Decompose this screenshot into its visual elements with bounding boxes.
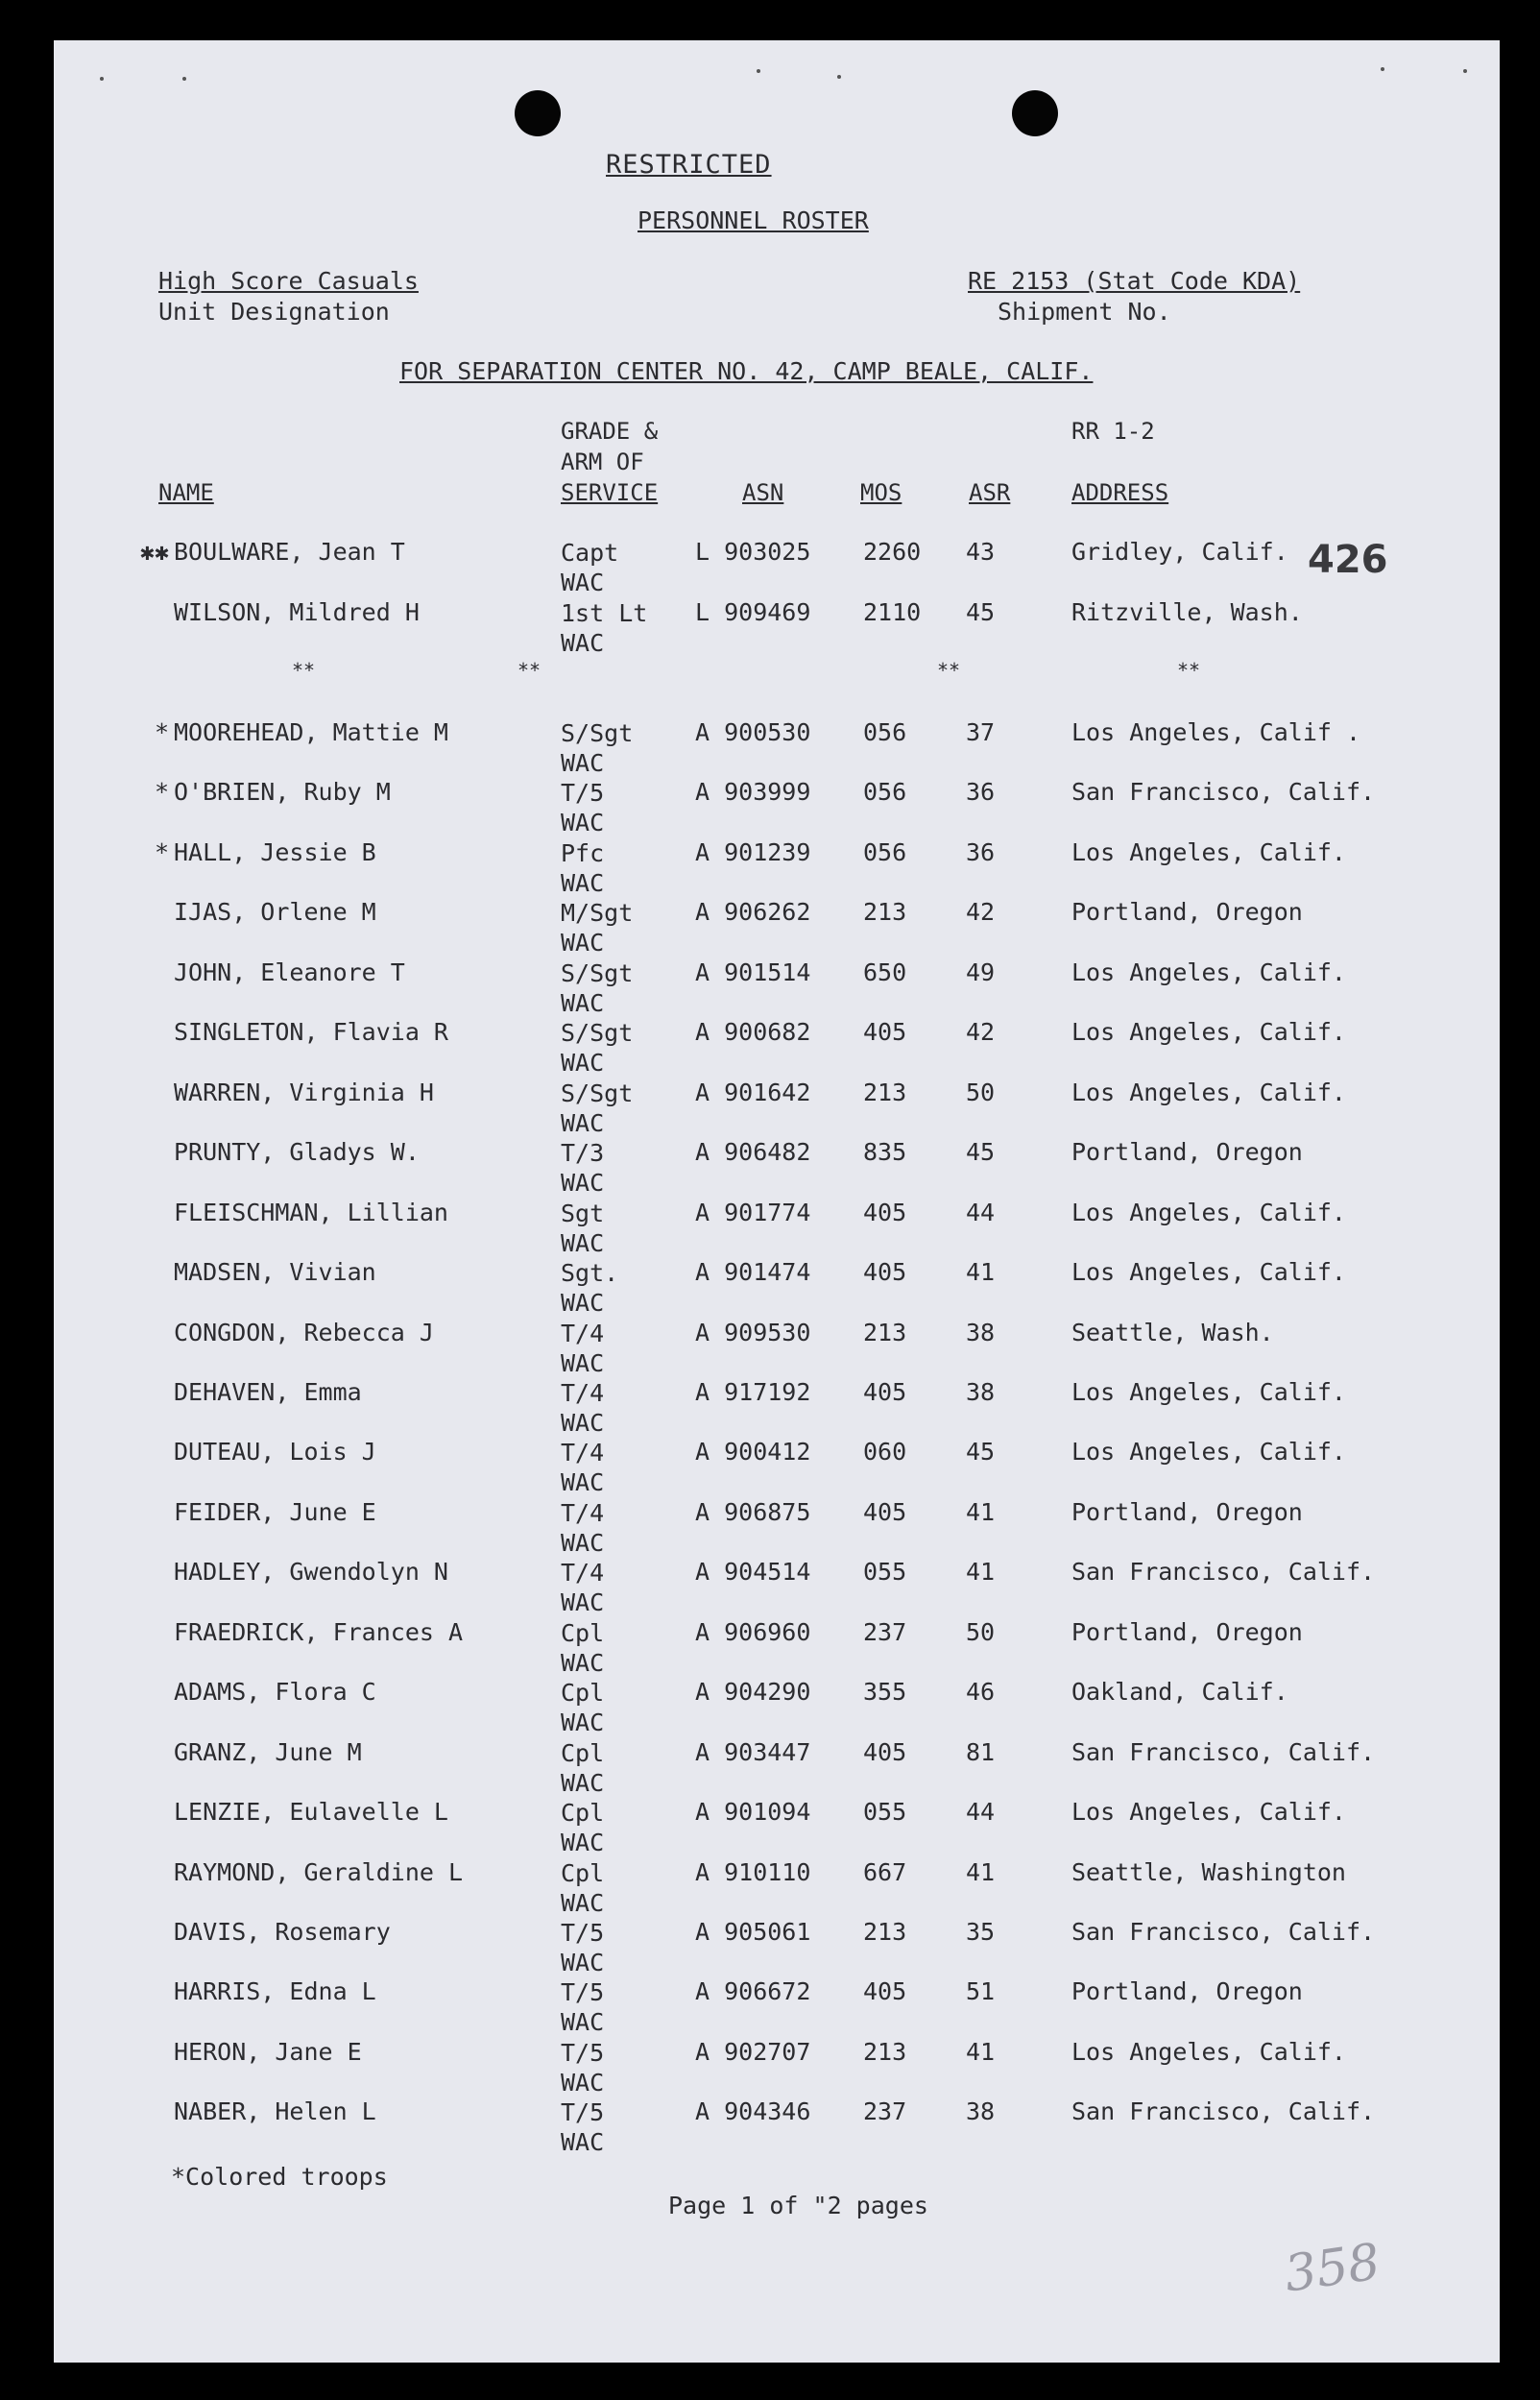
row-asn: A 901094	[695, 1798, 811, 1827]
row-grade-rank: S/Sgt	[561, 1019, 634, 1048]
row-address: Oakland, Calif.	[1071, 1678, 1288, 1707]
separator-mark: **	[517, 659, 541, 682]
row-asn: A 917192	[695, 1377, 811, 1406]
row-name: ADAMS, Flora C	[174, 1678, 376, 1707]
row-mos: 405	[863, 1377, 907, 1406]
table-row	[54, 1319, 1500, 1378]
row-grade-arm: WAC	[561, 809, 605, 837]
row-name: GRANZ, June M	[174, 1737, 362, 1766]
header-spacer	[1071, 447, 1168, 477]
row-asn: A 906262	[695, 898, 811, 927]
column-header-address-line1: RR 1-2	[1071, 418, 1155, 445]
row-asr: 38	[966, 2097, 996, 2126]
document-title: RESTRICTED	[606, 150, 772, 180]
row-name: SINGLETON, Flavia R	[174, 1018, 448, 1047]
paper-speck	[100, 77, 104, 81]
row-grade-arm: WAC	[561, 1648, 605, 1677]
row-grade-arm: WAC	[561, 1408, 605, 1437]
row-grade-arm: WAC	[561, 749, 605, 777]
row-grade-arm: WAC	[561, 868, 605, 897]
punch-hole-left	[515, 90, 561, 136]
row-name: LENZIE, Eulavelle L	[174, 1798, 448, 1827]
row-address: Los Angeles, Calif.	[1071, 1798, 1346, 1827]
row-mos: 060	[863, 1438, 907, 1467]
row-mos: 405	[863, 1018, 907, 1047]
row-asr: 38	[966, 1377, 996, 1406]
row-mos: 213	[863, 898, 907, 927]
table-row	[54, 1918, 1500, 1977]
page-number: Page 1 of "2 pages	[668, 2192, 928, 2219]
row-mos: 237	[863, 2097, 907, 2126]
table-row	[54, 1378, 1500, 1438]
row-grade	[561, 718, 633, 778]
table-row	[54, 1678, 1500, 1737]
row-mos: 405	[863, 1198, 907, 1226]
table-row	[54, 1858, 1500, 1918]
row-mos: 405	[863, 1258, 907, 1287]
row-asr: 42	[966, 898, 996, 927]
row-asr: 44	[966, 1798, 996, 1827]
row-grade-arm: WAC	[561, 1348, 605, 1377]
row-grade	[561, 1918, 604, 1977]
table-row	[54, 1558, 1500, 1617]
row-grade	[561, 2038, 604, 2097]
row-grade	[561, 1079, 633, 1138]
row-asn: A 904346	[695, 2097, 811, 2126]
column-header-grade-line1: GRADE &	[561, 418, 659, 445]
row-grade	[561, 2097, 604, 2157]
row-mos: 835	[863, 1138, 907, 1167]
row-asr: 36	[966, 837, 996, 866]
row-name: PRUNTY, Gladys W.	[174, 1138, 420, 1167]
column-header-grade-line2: ARM OF	[561, 448, 644, 475]
row-grade-arm: WAC	[561, 1289, 605, 1318]
row-grade-rank: Capt	[561, 539, 619, 567]
row-address: Los Angeles, Calif.	[1071, 1198, 1346, 1226]
row-asr: 50	[966, 1078, 996, 1106]
row-mark: *	[154, 837, 169, 866]
row-grade-arm: WAC	[561, 1049, 605, 1078]
row-mos: 055	[863, 1558, 907, 1587]
row-asr: 41	[966, 1558, 996, 1587]
table-row	[54, 1498, 1500, 1558]
row-mos: 213	[863, 1078, 907, 1106]
row-grade	[561, 1618, 604, 1678]
row-grade	[561, 1258, 618, 1318]
row-asn: A 906960	[695, 1617, 811, 1646]
table-row	[54, 1018, 1500, 1078]
row-asr: 36	[966, 778, 996, 807]
row-name: MADSEN, Vivian	[174, 1258, 376, 1287]
row-address: Los Angeles, Calif .	[1071, 718, 1361, 746]
row-grade-arm: WAC	[561, 1108, 605, 1137]
row-grade-arm: WAC	[561, 1468, 605, 1497]
table-row	[54, 718, 1500, 778]
unit-designation-label: Unit Designation	[158, 298, 390, 326]
row-asr: 41	[966, 1497, 996, 1526]
row-grade	[561, 1018, 633, 1078]
row-grade	[561, 778, 604, 837]
column-header-grade-line3: SERVICE	[561, 479, 659, 506]
row-grade-arm: WAC	[561, 1169, 605, 1198]
row-grade-rank: T/5	[561, 1919, 605, 1947]
table-row	[54, 1977, 1500, 2037]
separator-mark: **	[937, 659, 961, 682]
table-row	[54, 1138, 1500, 1198]
row-grade-rank: T/5	[561, 2098, 605, 2127]
row-mos: 667	[863, 1857, 907, 1886]
row-name: RAYMOND, Geraldine L	[174, 1857, 464, 1886]
table-row	[54, 1738, 1500, 1798]
row-name: DEHAVEN, Emma	[174, 1377, 362, 1406]
row-mark: *	[154, 778, 169, 807]
row-grade-rank: T/4	[561, 1559, 605, 1588]
column-header-asr: ASR	[969, 479, 1011, 506]
table-row	[54, 1199, 1500, 1258]
row-grade	[561, 1498, 604, 1558]
row-name: O'BRIEN, Ruby M	[174, 778, 391, 807]
row-asn: A 906672	[695, 1977, 811, 2006]
row-name: NABER, Helen L	[174, 2097, 376, 2126]
paper-speck	[1463, 69, 1467, 73]
row-mos: 213	[863, 2037, 907, 2066]
row-mos: 405	[863, 1737, 907, 1766]
row-address: Portland, Oregon	[1071, 1617, 1303, 1646]
shipment-number: RE 2153 (Stat Code KDA)	[968, 267, 1301, 295]
table-row	[54, 538, 1500, 597]
row-grade-rank: 1st Lt	[561, 598, 648, 627]
table-row	[54, 898, 1500, 958]
row-name: BOULWARE, Jean T	[174, 538, 405, 566]
row-address: Ritzville, Wash.	[1071, 597, 1303, 626]
row-asn: A 900412	[695, 1438, 811, 1467]
row-address: Seattle, Washington	[1071, 1857, 1346, 1886]
handwritten-page-number: 358	[1281, 2233, 1384, 2304]
shipment-number-label: Shipment No.	[998, 298, 1171, 326]
paper-speck	[757, 69, 760, 73]
row-grade-arm: WAC	[561, 2068, 605, 2097]
row-address: Los Angeles, Calif.	[1071, 958, 1346, 986]
row-grade-arm: WAC	[561, 628, 605, 657]
row-asn: A 906482	[695, 1138, 811, 1167]
row-mos: 056	[863, 778, 907, 807]
row-grade-rank: T/4	[561, 1439, 605, 1467]
row-mos: 237	[863, 1617, 907, 1646]
row-asr: 41	[966, 2037, 996, 2066]
row-name: HERON, Jane E	[174, 2037, 362, 2066]
row-grade-rank: S/Sgt	[561, 958, 634, 987]
separator-mark: **	[292, 659, 316, 682]
row-name: WILSON, Mildred H	[174, 597, 420, 626]
row-mos: 355	[863, 1678, 907, 1707]
column-header-mos: MOS	[860, 479, 902, 506]
row-grade-rank: Sgt.	[561, 1259, 619, 1288]
row-grade-rank: T/4	[561, 1378, 605, 1407]
row-name: HARRIS, Edna L	[174, 1977, 376, 2006]
table-row	[54, 838, 1500, 898]
row-address: Portland, Oregon	[1071, 1138, 1303, 1167]
row-grade-rank: Cpl	[561, 1858, 605, 1887]
row-name: FEIDER, June E	[174, 1497, 376, 1526]
row-asn: A 904290	[695, 1678, 811, 1707]
row-grade-arm: WAC	[561, 929, 605, 958]
row-grade-arm: WAC	[561, 1888, 605, 1917]
row-address: Portland, Oregon	[1071, 1977, 1303, 2006]
row-grade-arm: WAC	[561, 1528, 605, 1557]
row-asr: 45	[966, 1438, 996, 1467]
row-asn: A 905061	[695, 1918, 811, 1946]
row-address: Los Angeles, Calif.	[1071, 2037, 1346, 2066]
separation-center-line: FOR SEPARATION CENTER NO. 42, CAMP BEALE, CALIF.	[399, 357, 1094, 385]
row-grade	[561, 838, 604, 898]
row-grade	[561, 1138, 604, 1198]
row-address: Gridley, Calif.	[1071, 538, 1288, 566]
row-grade-rank: Cpl	[561, 1618, 605, 1647]
row-grade	[561, 598, 647, 658]
document-subtitle: PERSONNEL ROSTER	[638, 206, 869, 234]
column-header-grade	[561, 416, 658, 508]
row-asn: A 909530	[695, 1318, 811, 1346]
row-grade-rank: T/5	[561, 2038, 605, 2067]
row-name: HADLEY, Gwendolyn N	[174, 1558, 448, 1587]
row-asn: A 901474	[695, 1258, 811, 1287]
row-name: IJAS, Orlene M	[174, 898, 376, 927]
row-address: Los Angeles, Calif.	[1071, 1377, 1346, 1406]
row-asn: A 903447	[695, 1737, 811, 1766]
table-row	[54, 2097, 1500, 2157]
table-row	[54, 1438, 1500, 1497]
row-grade-arm: WAC	[561, 1829, 605, 1857]
row-grade-rank: T/4	[561, 1319, 605, 1347]
row-grade-rank: Pfc	[561, 838, 605, 867]
row-grade-rank: S/Sgt	[561, 719, 634, 747]
row-grade	[561, 1977, 604, 2037]
row-address: Los Angeles, Calif.	[1071, 1258, 1346, 1287]
row-grade-rank: T/4	[561, 1498, 605, 1527]
row-grade-rank: Sgt	[561, 1199, 605, 1227]
row-asr: 49	[966, 958, 996, 986]
row-address: Los Angeles, Calif.	[1071, 1018, 1346, 1047]
row-address: Los Angeles, Calif.	[1071, 1078, 1346, 1106]
row-grade	[561, 1378, 604, 1438]
table-row	[54, 1618, 1500, 1678]
row-asn: A 903999	[695, 778, 811, 807]
row-asn: A 901239	[695, 837, 811, 866]
row-grade-rank: Cpl	[561, 1738, 605, 1767]
row-asr: 44	[966, 1198, 996, 1226]
paper-speck	[837, 75, 841, 79]
row-grade-arm: WAC	[561, 988, 605, 1017]
row-grade	[561, 1738, 604, 1798]
row-grade	[561, 1558, 604, 1617]
row-grade-rank: T/5	[561, 779, 605, 808]
table-row	[54, 598, 1500, 658]
row-asr: 35	[966, 1918, 996, 1946]
row-grade-arm: WAC	[561, 1588, 605, 1617]
row-asr: 41	[966, 1258, 996, 1287]
row-asn: A 901642	[695, 1078, 811, 1106]
row-asr: 41	[966, 1857, 996, 1886]
column-header-address	[1071, 416, 1168, 508]
row-name: DUTEAU, Lois J	[174, 1438, 376, 1467]
row-address: San Francisco, Calif.	[1071, 1558, 1376, 1587]
row-mos: 213	[863, 1918, 907, 1946]
row-grade-rank: T/5	[561, 1978, 605, 2007]
row-grade	[561, 538, 618, 597]
row-address: Portland, Oregon	[1071, 898, 1303, 927]
punch-hole-right	[1012, 90, 1058, 136]
paper-speck	[182, 77, 186, 81]
row-grade-rank: T/3	[561, 1139, 605, 1168]
row-mos: 2110	[863, 597, 922, 626]
row-name: WARREN, Virginia H	[174, 1078, 434, 1106]
row-mos: 055	[863, 1798, 907, 1827]
unit-designation: High Score Casuals	[158, 267, 419, 295]
row-mark: ✱✱	[139, 538, 169, 566]
table-row	[54, 2038, 1500, 2097]
row-mos: 405	[863, 1977, 907, 2006]
row-asr: 37	[966, 718, 996, 746]
table-row	[54, 1079, 1500, 1138]
row-name: CONGDON, Rebecca J	[174, 1318, 434, 1346]
row-asr: 38	[966, 1318, 996, 1346]
row-grade-rank: Cpl	[561, 1679, 605, 1708]
row-grade	[561, 1858, 604, 1918]
row-address: Los Angeles, Calif.	[1071, 1438, 1346, 1467]
row-asn: L 903025	[695, 538, 811, 566]
row-grade	[561, 1678, 604, 1737]
footnote: *Colored troops	[171, 2163, 388, 2191]
row-grade-rank: M/Sgt	[561, 899, 634, 928]
row-grade	[561, 1438, 604, 1497]
row-grade-arm: WAC	[561, 1768, 605, 1797]
row-mos: 650	[863, 958, 907, 986]
row-asn: A 910110	[695, 1857, 811, 1886]
row-asr: 45	[966, 597, 996, 626]
row-grade-arm: WAC	[561, 1949, 605, 1976]
row-asn: A 906875	[695, 1497, 811, 1526]
row-grade	[561, 898, 633, 958]
row-address: Los Angeles, Calif.	[1071, 837, 1346, 866]
row-address: San Francisco, Calif.	[1071, 1918, 1376, 1946]
row-asn: A 901514	[695, 958, 811, 986]
row-asr: 50	[966, 1617, 996, 1646]
row-asr: 42	[966, 1018, 996, 1047]
row-asn: A 900530	[695, 718, 811, 746]
row-mos: 056	[863, 718, 907, 746]
row-address: San Francisco, Calif.	[1071, 778, 1376, 807]
roster-page	[54, 40, 1500, 2363]
row-grade-rank: Cpl	[561, 1799, 605, 1828]
table-row	[54, 778, 1500, 837]
row-grade-arm: WAC	[561, 1228, 605, 1257]
column-header-asn: ASN	[742, 479, 784, 506]
row-name: DAVIS, Rosemary	[174, 1918, 391, 1946]
handwritten-number: 426	[1308, 538, 1388, 582]
row-name: FLEISCHMAN, Lillian	[174, 1198, 448, 1226]
row-asr: 51	[966, 1977, 996, 2006]
row-mos: 2260	[863, 538, 922, 566]
row-grade	[561, 1798, 604, 1857]
row-grade	[561, 1319, 604, 1378]
row-asn: A 901774	[695, 1198, 811, 1226]
row-mos: 213	[863, 1318, 907, 1346]
row-grade-arm: WAC	[561, 2008, 605, 2037]
row-name: MOOREHEAD, Mattie M	[174, 718, 448, 746]
table-row	[54, 1258, 1500, 1318]
column-header-name: NAME	[158, 479, 214, 506]
row-name: JOHN, Eleanore T	[174, 958, 405, 986]
row-asn: A 902707	[695, 2037, 811, 2066]
row-grade-rank: S/Sgt	[561, 1079, 634, 1107]
separator-mark: **	[1177, 659, 1201, 682]
row-mos: 056	[863, 837, 907, 866]
row-asr: 46	[966, 1678, 996, 1707]
row-grade-arm: WAC	[561, 1709, 605, 1737]
row-grade-arm: WAC	[561, 569, 605, 596]
table-row	[54, 1798, 1500, 1857]
row-address: San Francisco, Calif.	[1071, 2097, 1376, 2126]
paper-speck	[1381, 67, 1384, 71]
row-name: HALL, Jessie B	[174, 837, 376, 866]
column-header-address-line2: ADDRESS	[1071, 479, 1169, 506]
row-grade	[561, 1199, 604, 1258]
row-asn: A 904514	[695, 1558, 811, 1587]
row-asr: 81	[966, 1737, 996, 1766]
row-name: FRAEDRICK, Frances A	[174, 1617, 464, 1646]
row-asn: L 909469	[695, 597, 811, 626]
row-mark: *	[154, 718, 169, 746]
row-grade	[561, 958, 633, 1018]
row-address: Seattle, Wash.	[1071, 1318, 1274, 1346]
row-asn: A 900682	[695, 1018, 811, 1047]
row-mos: 405	[863, 1497, 907, 1526]
table-row	[54, 958, 1500, 1018]
row-address: San Francisco, Calif.	[1071, 1737, 1376, 1766]
row-asr: 45	[966, 1138, 996, 1167]
row-asr: 43	[966, 538, 996, 566]
row-address: Portland, Oregon	[1071, 1497, 1303, 1526]
row-grade-arm: WAC	[561, 2128, 605, 2157]
